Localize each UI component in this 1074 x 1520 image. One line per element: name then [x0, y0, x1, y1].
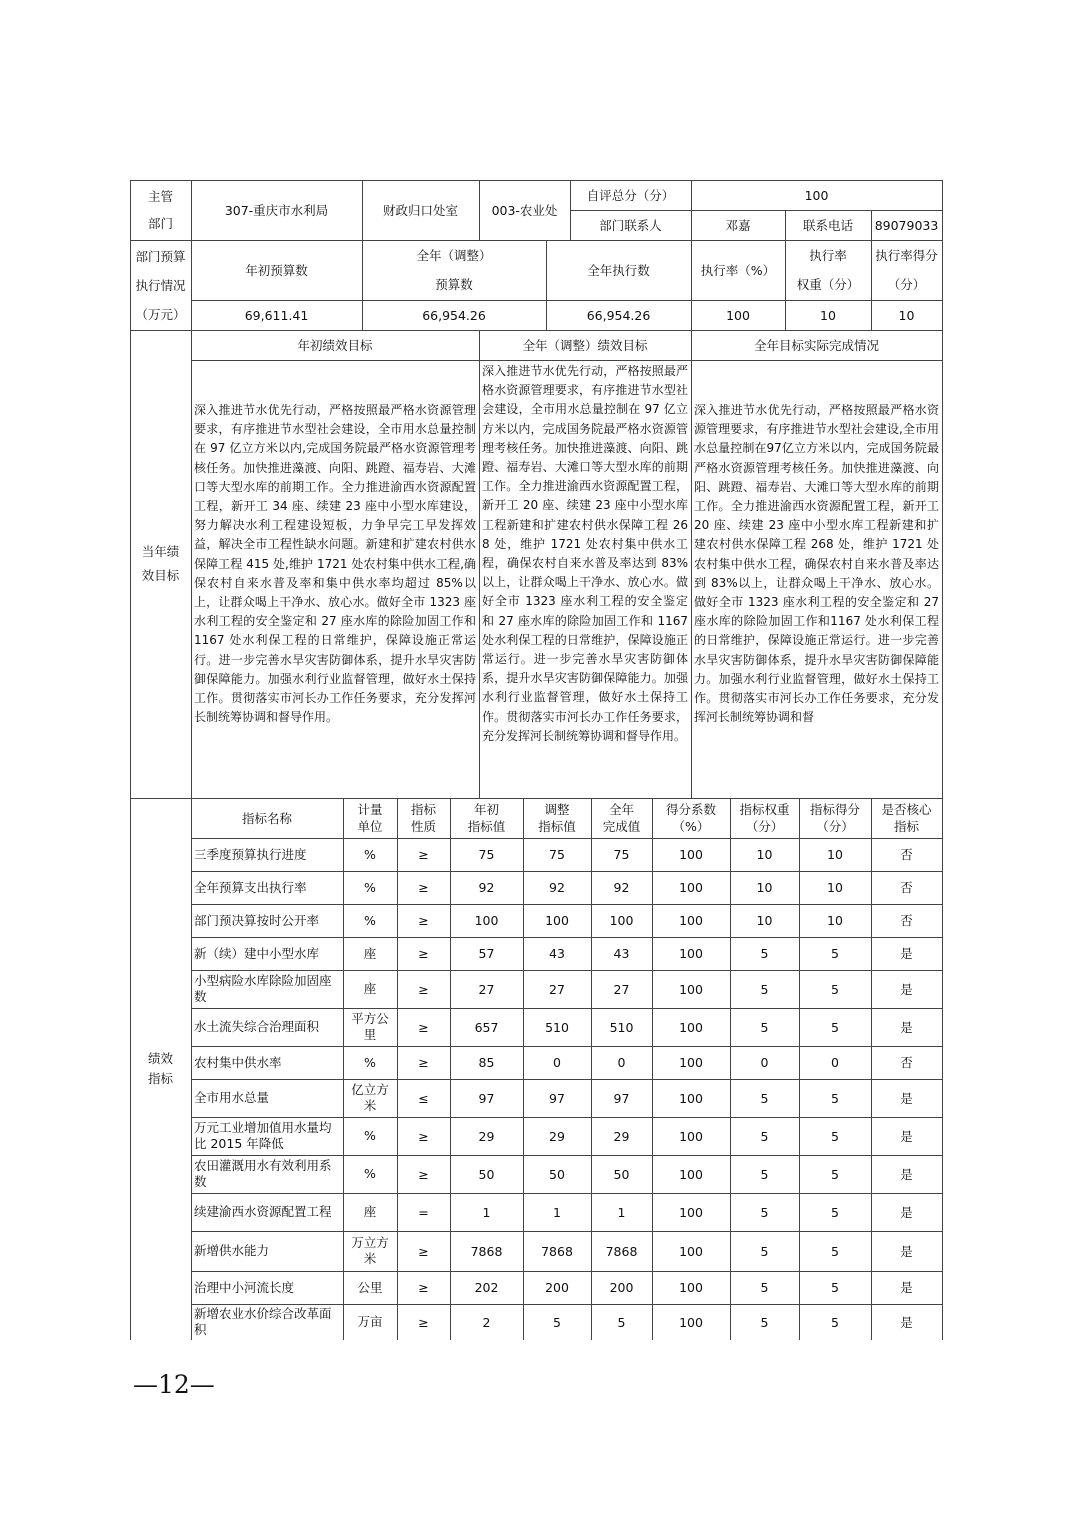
indicator-header-text: 完成值: [602, 819, 641, 834]
budget-header-adjusted: 全年（调整） 预算数: [416, 248, 492, 292]
indicator-coef: 100: [679, 1243, 703, 1259]
budget-adjusted-value: 66,954.26: [422, 307, 486, 323]
indicator-initial: 85: [478, 1055, 495, 1070]
indicator-name: 全市用水总量: [194, 1090, 270, 1105]
indicator-actual: 92: [613, 880, 630, 895]
indicator-header-text: 调整: [544, 802, 570, 817]
indicator-header-name: [191, 798, 343, 838]
indicator-unit: %: [364, 1166, 376, 1181]
indicator-initial: 657: [474, 1019, 499, 1035]
indicator-score: 5: [831, 1090, 839, 1106]
indicator-core: 是: [900, 946, 913, 961]
indicator-unit: 万亩: [357, 1314, 383, 1329]
goals-col-initial: 年初绩效目标: [297, 337, 373, 353]
indicator-name: 农田灌溉用水有效利用系数: [194, 1158, 332, 1189]
indicator-header-unit: [343, 798, 397, 838]
grid-line-h: [191, 1304, 943, 1305]
indicator-header-text: 指标名称: [241, 810, 292, 826]
indicator-nature: =: [418, 1204, 429, 1220]
indicator-unit: %: [364, 1054, 376, 1070]
indicator-header-text: 性质: [410, 819, 436, 834]
grid-line-v: [871, 240, 872, 330]
indicator-nature: ≥: [418, 981, 429, 997]
grid-line-v: [191, 798, 192, 1340]
indicator-coef: 100: [679, 1204, 703, 1220]
grid-line-v: [652, 798, 653, 1340]
indicator-actual: 200: [609, 1280, 634, 1295]
grid-line-h: [191, 838, 943, 839]
indicator-weight: 5: [760, 1090, 769, 1106]
indicator-adjusted: 100: [545, 913, 569, 928]
budget-initial-value: 69,611.41: [244, 307, 309, 323]
indicator-coef: 100: [679, 1280, 703, 1295]
indicator-weight: 5: [760, 1243, 769, 1259]
grid-line-h: [191, 1155, 943, 1156]
indicator-weight: 5: [760, 1314, 769, 1330]
grid-line-h: [191, 1079, 943, 1080]
indicator-adjusted: 200: [545, 1280, 569, 1295]
indicator-unit: 座: [363, 1204, 377, 1219]
grid-line-v: [691, 240, 692, 330]
indicator-core: 否: [900, 1055, 913, 1070]
indicator-initial: 97: [478, 1090, 495, 1106]
indicator-actual: 27: [613, 981, 630, 997]
indicator-coef: 100: [679, 1128, 703, 1144]
indicator-actual: 50: [613, 1166, 630, 1182]
grid-line-v: [191, 330, 192, 798]
indicator-adjusted: 92: [549, 880, 565, 895]
indicator-nature: ≥: [418, 1166, 429, 1182]
grid-line-v: [799, 798, 800, 1340]
indicator-unit: 公里: [357, 1279, 383, 1295]
budget-executed-value: 66,954.26: [586, 307, 651, 323]
indicator-core: 是: [900, 981, 913, 997]
indicator-adjusted: 510: [545, 1019, 569, 1035]
indicator-actual: 43: [613, 946, 630, 961]
indicator-name: 部门预决算按时公开率: [194, 912, 320, 928]
indicator-core: 否: [900, 880, 913, 895]
indicator-unit: %: [364, 912, 376, 928]
grid-line-h: [130, 240, 943, 241]
indicator-actual: 510: [609, 1019, 634, 1035]
budget-header-initial: 年初预算数: [245, 262, 308, 278]
indicator-coef: 100: [679, 1019, 703, 1035]
indicator-core: 是: [900, 1280, 913, 1295]
indicator-header-text: 得分系数: [665, 802, 716, 817]
indicator-coef: 100: [679, 1314, 703, 1330]
indicator-score: 5: [831, 1314, 839, 1330]
indicator-core: 是: [900, 1243, 913, 1259]
grid-line-h: [191, 1271, 943, 1272]
grid-line-v: [591, 798, 592, 1340]
indicator-initial: 29: [478, 1128, 495, 1144]
indicator-header-initial: [450, 798, 523, 838]
indicator-header-text: 全年: [608, 802, 634, 817]
indicator-weight: 10: [756, 913, 773, 928]
indicator-coef: 100: [679, 1090, 703, 1106]
indicator-score: 5: [831, 1243, 839, 1259]
indicator-header-nature: [397, 798, 450, 838]
goals-col-adjusted: 全年（调整）绩效目标: [522, 337, 648, 353]
indicator-adjusted: 7868: [541, 1243, 573, 1259]
indicator-adjusted: 43: [549, 946, 565, 961]
office-label: 财政归口处室: [382, 202, 458, 218]
indicator-weight: 5: [760, 1280, 769, 1295]
indicator-nature: ≤: [418, 1090, 429, 1106]
indicator-coef: 100: [679, 1166, 703, 1182]
indicator-name: 小型病险水库除险加固座数: [194, 973, 332, 1004]
grid-line-v: [570, 180, 571, 240]
grid-line-v: [691, 180, 692, 240]
indicator-header-text: 年初: [473, 802, 499, 817]
indicator-name: 全年预算支出执行率: [194, 879, 307, 895]
indicator-core: 是: [900, 1128, 913, 1144]
indicator-unit: 亿立方米: [351, 1082, 389, 1113]
indicator-name: 续建渝西水资源配置工程: [194, 1204, 332, 1219]
indicator-nature: ≥: [418, 1280, 429, 1295]
indicator-weight: 5: [760, 946, 769, 961]
grid-line-h: [570, 210, 943, 211]
indicator-score: 10: [827, 847, 843, 862]
indicator-score: 5: [831, 1280, 839, 1295]
grid-line-h: [191, 970, 943, 971]
office-value: 003-农业处: [491, 202, 558, 218]
goals-col-actual: 全年目标实际完成情况: [753, 337, 879, 353]
indicator-adjusted: 0: [553, 1055, 561, 1070]
indicator-header-text: 单位: [357, 819, 383, 834]
indicator-adjusted: 1: [553, 1204, 561, 1220]
indicator-unit: 万立方米: [351, 1235, 389, 1266]
indicator-core: 是: [900, 1166, 913, 1182]
grid-line-v: [362, 240, 363, 330]
indicator-adjusted: 50: [549, 1166, 565, 1182]
grid-line-v: [785, 210, 786, 240]
indicator-nature: ≥: [418, 880, 429, 895]
indicator-actual: 29: [613, 1128, 630, 1144]
indicator-actual: 1: [617, 1204, 626, 1220]
indicator-score: 5: [831, 1166, 839, 1182]
indicator-nature: ≥: [418, 847, 429, 862]
contact-name: 邓嘉: [725, 217, 751, 233]
self-score-label: 自评总分（分）: [586, 187, 675, 203]
indicator-header-text: 计量: [357, 802, 383, 817]
grid-line-v: [546, 240, 547, 330]
indicator-core: 是: [900, 1090, 913, 1106]
grid-line-v: [130, 180, 131, 1340]
budget-header-score: 执行率得分 （分）: [875, 248, 938, 292]
indicator-actual: 75: [613, 847, 630, 862]
indicator-actual: 5: [617, 1314, 626, 1330]
budget-header-executed: 全年执行数: [587, 262, 650, 278]
grid-line-v: [450, 798, 451, 1340]
indicator-coef: 100: [679, 847, 703, 862]
indicator-adjusted: 27: [549, 981, 565, 997]
indicator-unit: 座: [363, 945, 377, 961]
indicator-nature: ≥: [418, 946, 429, 961]
indicator-weight: 5: [760, 1128, 769, 1144]
indicator-score: 10: [827, 913, 843, 928]
grid-line-v: [479, 330, 480, 798]
grid-line-v: [523, 798, 524, 1340]
grid-line-v: [362, 180, 363, 240]
indicator-coef: 100: [679, 880, 703, 895]
indicator-initial: 50: [478, 1166, 495, 1182]
budget-score-value: 10: [898, 307, 915, 323]
indicator-nature: ≥: [418, 1314, 429, 1330]
indicator-weight: 5: [760, 981, 769, 997]
indicator-actual: 97: [613, 1090, 630, 1106]
grid-line-v: [730, 798, 731, 1340]
indicator-header-text: 指标: [410, 802, 436, 817]
goals-text-actual: 深入推进节水优先行动，严格按照最严格水资源管理要求，有序推进节水型社会建设,全市用水总量控制在97亿立方米以内，完成国务院最严格水资源管理考核任务。加快推进藻渡、向阳、跳蹬、福寿岩、大滩口等大型水库的前期工作。全力推进渝西水资源配置工程，新开工 20 座、续建 23 座中小型水库工程新建和扩建农村供水保障工程 268 处，维护 1721 处农村集中供水工程，确保农村自来水普及率达到 83%以上，让群众喝上干净水、放心水。做好全市 1323 座水利工程的安全鉴定和 27 座水库的除险加固工作和1167 处水利保工程的日常维护，保障设施正常运行。进一步完善水旱灾害防御体系，提升水旱灾害防御保障能力。加强水利行业监督管理，做好水土保持工作。贯彻落实市河长办工作任务要求，充分发挥河长制统筹协调和督: [694, 403, 939, 725]
indicator-core: 否: [900, 913, 913, 928]
dept-label: 主管 部门: [147, 189, 173, 231]
indicator-adjusted: 75: [549, 847, 565, 862]
indicator-header-text: 指标值: [538, 819, 576, 834]
indicator-name: 水土流失综合治理面积: [194, 1019, 320, 1034]
indicator-name: 治理中小河流长度: [194, 1279, 295, 1295]
grid-line-h: [191, 937, 943, 938]
indicator-adjusted: 5: [553, 1314, 561, 1330]
indicator-unit: %: [364, 1128, 376, 1143]
budget-header-weight: 执行率 权重（分）: [796, 248, 860, 292]
grid-line-h: [130, 330, 943, 331]
indicator-score: 5: [831, 981, 839, 997]
budget-label: 部门预算 执行情况 （万元）: [135, 248, 186, 322]
indicator-header-text: 指标: [893, 819, 919, 834]
page-number: —12—: [133, 1370, 215, 1399]
indicator-header-text: 指标得分: [809, 802, 860, 817]
indicator-coef: 100: [679, 946, 703, 961]
goals-label: 当年绩 效目标: [141, 544, 180, 583]
indicator-initial: 2: [482, 1314, 491, 1330]
indicator-header-score: [799, 798, 871, 838]
indicator-name: 三季度预算执行进度: [194, 846, 307, 862]
indicator-initial: 27: [478, 981, 495, 997]
self-score-value: 100: [804, 187, 829, 203]
indicator-nature: ≥: [418, 1055, 429, 1070]
indicator-score: 0: [831, 1055, 839, 1070]
indicator-header-text: 指标值: [467, 819, 506, 834]
grid-line-h: [191, 1117, 943, 1118]
indicator-coef: 100: [679, 1055, 703, 1070]
grid-line-h: [130, 180, 943, 181]
goals-text-initial: 深入推进节水优先行动，严格按照最严格水资源管理要求，有序推进节水型社会建设，全市用水总量控制在 97 亿立方米以内,完成国务院最严格水资源管理考核任务。加快推进藻渡、向阳、跳蹬、福寿岩、大滩口等大型水库的前期工作。全力推进渝西水资源配置工程，新开工 34 座、续建 23 座中小型水库建设，努力解决水利工程建设短板，力争早完工早发挥效益，解决全市工程性缺水问题。新建和扩建农村供水保障工程 415 处,维护 1721 处农村集中供水工程,确保农村自来水普及率和集中供水率均超过 85%以上，让群众喝上干净水、放心水。做好全市 1323 座水利工程的安全鉴定和 27 座水库的除险加固工作和 1167 处水利保工程的日常维护，保障设施正常运行。进一步完善水旱灾害防御体系，提升水旱灾害防御保障能力。加强水利行业监督管理，做好水土保持工作。贯彻落实市河长办工作任务要求，充分发挥河长制统筹协调和督导作用。: [194, 403, 476, 725]
indicator-unit: %: [364, 846, 376, 862]
grid-line-v: [397, 798, 398, 1340]
indicator-coef: 100: [679, 913, 703, 928]
indicator-nature: ≥: [418, 1019, 429, 1035]
indicator-initial: 100: [474, 913, 499, 928]
grid-line-h: [191, 300, 943, 301]
grid-line-v: [343, 798, 344, 1340]
indicator-coef: 100: [679, 981, 703, 997]
indicator-core: 是: [900, 1314, 913, 1330]
indicator-name: 新增供水能力: [194, 1243, 270, 1258]
grid-line-h: [191, 1046, 943, 1047]
indicator-score: 5: [831, 946, 839, 961]
indicator-nature: ≥: [418, 1128, 429, 1144]
grid-line-h: [191, 1008, 943, 1009]
indicator-weight: 5: [760, 1166, 769, 1182]
phone-value: 89079033: [874, 217, 939, 233]
indicator-nature: ≥: [418, 913, 429, 928]
indicator-initial: 7868: [470, 1243, 503, 1259]
dept-name: 307-重庆市水利局: [224, 202, 329, 218]
indicators-label: 绩效 指标: [147, 1051, 173, 1086]
budget-header-rate: 执行率（%）: [700, 262, 776, 278]
indicator-header-text: （%）: [672, 819, 710, 834]
indicator-name: 农村集中供水率: [194, 1054, 282, 1070]
grid-line-v: [691, 330, 692, 798]
grid-line-v: [785, 240, 786, 330]
indicator-initial: 75: [478, 847, 495, 862]
grid-line-h: [191, 360, 943, 361]
indicator-weight: 0: [760, 1055, 769, 1070]
indicator-core: 是: [900, 1204, 913, 1220]
indicator-header-actual: [591, 798, 652, 838]
grid-line-v: [191, 180, 192, 240]
indicator-name: 新增农业水价综合改革面积: [194, 1306, 332, 1337]
grid-line-v: [479, 180, 480, 240]
indicator-name: 万元工业增加值用水量均比 2015 年降低: [194, 1120, 332, 1151]
indicator-initial: 1: [482, 1204, 491, 1220]
indicator-weight: 10: [756, 847, 773, 862]
indicator-actual: 0: [617, 1055, 626, 1070]
indicator-header-coef: [652, 798, 730, 838]
indicator-adjusted: 29: [549, 1128, 565, 1144]
indicator-weight: 5: [760, 1019, 769, 1035]
grid-line-h: [130, 798, 943, 799]
indicator-unit: %: [364, 879, 376, 895]
indicator-nature: ≥: [418, 1243, 429, 1259]
indicator-initial: 57: [478, 946, 495, 961]
indicator-score: 5: [831, 1019, 839, 1035]
indicator-score: 10: [827, 880, 843, 895]
indicator-unit: 座: [363, 981, 377, 996]
indicator-header-weight: [730, 798, 799, 838]
indicator-actual: 7868: [605, 1243, 638, 1259]
indicator-header-text: 是否核心: [881, 802, 932, 817]
indicator-adjusted: 97: [549, 1090, 565, 1106]
grid-line-h: [191, 1231, 943, 1232]
indicator-initial: 202: [474, 1280, 499, 1295]
indicator-core: 否: [900, 847, 913, 862]
indicator-header-adjusted: [523, 798, 591, 838]
indicator-initial: 92: [478, 880, 495, 895]
grid-line-h: [191, 871, 943, 872]
contact-label: 部门联系人: [599, 217, 662, 233]
budget-rate-value: 100: [726, 307, 750, 323]
grid-line-v: [871, 798, 872, 1340]
indicator-header-text: （分）: [816, 819, 854, 834]
indicator-core: 是: [900, 1019, 913, 1035]
grid-line-h: [191, 1193, 943, 1194]
indicator-header-text: 指标权重: [739, 802, 790, 817]
budget-weight-value: 10: [820, 307, 836, 323]
indicator-score: 5: [831, 1204, 839, 1220]
phone-label: 联系电话: [802, 217, 853, 233]
grid-line-v: [871, 210, 872, 240]
indicator-score: 5: [831, 1128, 839, 1144]
grid-line-v: [191, 240, 192, 330]
grid-line-h: [191, 904, 943, 905]
grid-line-v: [942, 180, 943, 1340]
goals-text-adjusted: 深入推进节水优先行动，严格按照最严格水资源管理要求，有序推进节水型社会建设，全市用水总量控制在 97 亿立方米以内，完成国务院最严格水资源管理考核任务。加快推进藻渡、向阳、跳蹬、福寿岩、大滩口等大型水库的前期工作。全力推进渝西水资源配置工程，新开工 20 座、续建 23 座中小型水库工程新建和扩建农村供水保障工程 268 处，维护 1721 处农村集中供水工程，确保农村自来水普及率达到 83%以上，让群众喝上干净水、放心水。做好全市 1323 座水利工程的安全鉴定和 27 座水库的除险加固工作和 1167 处水利保工程的日常维护，保障设施正常运行。进一步完善水旱灾害防御体系，提升水旱灾害防御保障能力。加强水利行业监督管理，做好水土保持工作。贯彻落实市河长办工作任务要求，充分发挥河长制统筹协调和督导作用。: [482, 364, 688, 743]
indicator-weight: 5: [760, 1204, 769, 1220]
indicator-header-text: （分）: [745, 819, 784, 834]
indicator-name: 新（续）建中小型水库: [194, 945, 320, 961]
indicator-actual: 100: [609, 913, 634, 928]
indicator-header-core: [871, 798, 942, 838]
indicator-unit: 平方公里: [351, 1011, 389, 1042]
indicator-weight: 10: [756, 880, 773, 895]
